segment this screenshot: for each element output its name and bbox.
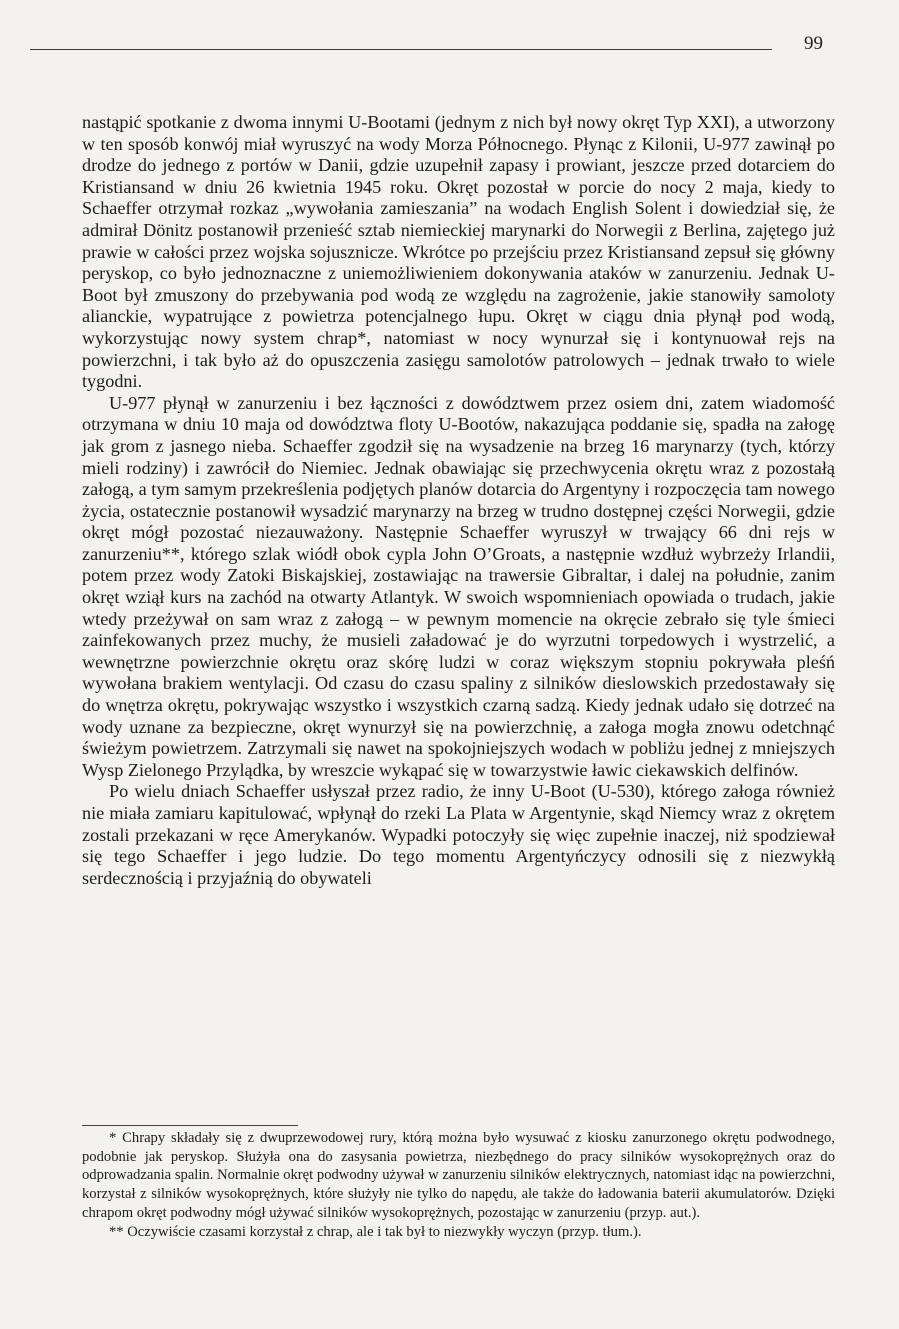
body-paragraph: Po wielu dniach Schaeffer usłyszał przez radio, że inny U-Boot (U-530), którego załoga również nie miała zamiaru kapitulować, wpłynął do rzeki La Plata w Argentynie, skąd Niemcy wraz z okrętem zostali przekazani w ręce Amerykanów. Wypadki potoczyły się więc zupełnie inaczej, niż spodziewał się tego Schaeffer i jego ludzie. Do tego momentu Argentyńczycy odnosili się z niezwykłą serdecznością i przyjaźnią do obywateli: [82, 781, 835, 888]
footnotes: [82, 1129, 835, 1241]
footnote-rule: [82, 1125, 298, 1126]
footnote: * Chrapy składały się z dwuprzewodowej rury, którą można było wysuwać z kiosku zanurzonego okrętu podwodnego, podobnie jak peryskop. Służyła ona do zasysania powietrza, niezbędnego do pracy silników wysokoprężnych oraz do odprowadzania spalin. Normalnie okręt podwodny używał w zanurzeniu silników elektrycznych, natomiast idąc na powierzchni, korzystał z silników wysokoprężnych, które służyły nie tylko do napędu, ale także do ładowania baterii akumulatorów. Dzięki chrapom okręt podwodny mógł używać silników wysokoprężnych, pozostając w zanurzeniu (przyp. aut.).: [82, 1130, 835, 1221]
header-rule: [30, 49, 772, 50]
body-text: [82, 112, 835, 889]
body-paragraph: nastąpić spotkanie z dwoma innymi U-Bootami (jednym z nich był nowy okręt Typ XXI), a utworzony w ten sposób konwój miał wyruszyć na wody Morza Północnego. Płynąc z Kilonii, U-977 zawinął po drodze do jednego z portów w Danii, gdzie uzupełnił zapasy i prowiant, jeszcze przed dotarciem do Kristiansand w dniu 26 kwietnia 1945 roku. Okręt pozostał w porcie do nocy 2 maja, kiedy to Schaeffer otrzymał rozkaz „wywołania zamieszania” na wodach English Solent i dowiedział się, że admirał Dönitz postanowił przenieść sztab niemieckiej marynarki do Norwegii z Berlina, zajętego już prawie w całości przez wojska sojusznicze. Wkrótce po przejściu przez Kristiansand zepsuł się główny peryskop, co było jednoznaczne z uniemożliwieniem dokonywania ataków w zanurzeniu. Jednak U-Boot był zmuszony do przebywania pod wodą ze względu na zagrożenie, jakie stanowiły samoloty alianckie, wypatrujące z powietrza potencjalnego łupu. Okręt w ciągu dnia płynął pod wodą, wykorzystując nowy system chrap*, natomiast w nocy wynurzał się i kontynuował rejs na powierzchni, i tak było aż do opuszczenia zasięgu samolotów patrolowych – jednak trwało to wiele tygodni.: [82, 112, 835, 392]
body-paragraph: U-977 płynął w zanurzeniu i bez łączności z dowództwem przez osiem dni, zatem wiadomość otrzymana w dniu 10 maja od dowództwa floty U-Bootów, nakazująca poddanie się, spadła na załogę jak grom z jasnego nieba. Schaeffer zgodził się na wysadzenie na brzeg 16 marynarzy (tych, którzy mieli rodziny) i zawrócił do Niemiec. Jednak obawiając się przechwycenia okrętu wraz z pozostałą załogą, a tym samym przekreślenia podjętych planów dotarcia do Argentyny i rozpoczęcia tam nowego życia, ostatecznie postanowił wysadzić marynarzy na brzeg w trudno dostępnej części Norwegii, gdzie okręt mógł pozostać niezauważony. Następnie Schaeffer wyruszył w trwający 66 dni rejs w zanurzeniu**, którego szlak wiódł obok cypla John O’Groats, a następnie wzdłuż wybrzeży Irlandii, potem przez wody Zatoki Biskajskiej, zostawiając na trawersie Gibraltar, i dalej na południe, zanim okręt wziął kurs na zachód na otwarty Atlantyk. W swoich wspomnieniach opowiada o trudach, jakie wtedy przeżywał on sam wraz z załogą – w pewnym momencie na okręcie zebrało się tyle śmieci zainfekowanych przez muchy, że musieli załadować je do wyrzutni torpedowych i wystrzelić, a wewnętrzne powierzchnie okrętu oraz skórę ludzi w coraz większym stopniu pokrywała pleśń wywołana brakiem wentylacji. Od czasu do czasu spaliny z silników dieslowskich przedostawały się do wnętrza okrętu, pokrywając wszystko i wszystkich czarną sadzą. Kiedy jednak udało się dotrzeć na wody uznane za bezpieczne, okręt wynurzył się na powierzchnię, a załoga mogła znowu odetchnąć świeżym powietrzem. Zatrzymali się nawet na spokojniejszych wodach w pobliżu jednej z mniejszych Wysp Zielonego Przylądka, by wreszcie wykąpać się w towarzystwie ławic ciekawskich delfinów.: [82, 392, 835, 780]
footnote: ** Oczywiście czasami korzystał z chrap, ale i tak był to niezwykły wyczyn (przyp. tłum.).: [109, 1223, 642, 1240]
page-number: 99: [804, 33, 823, 54]
